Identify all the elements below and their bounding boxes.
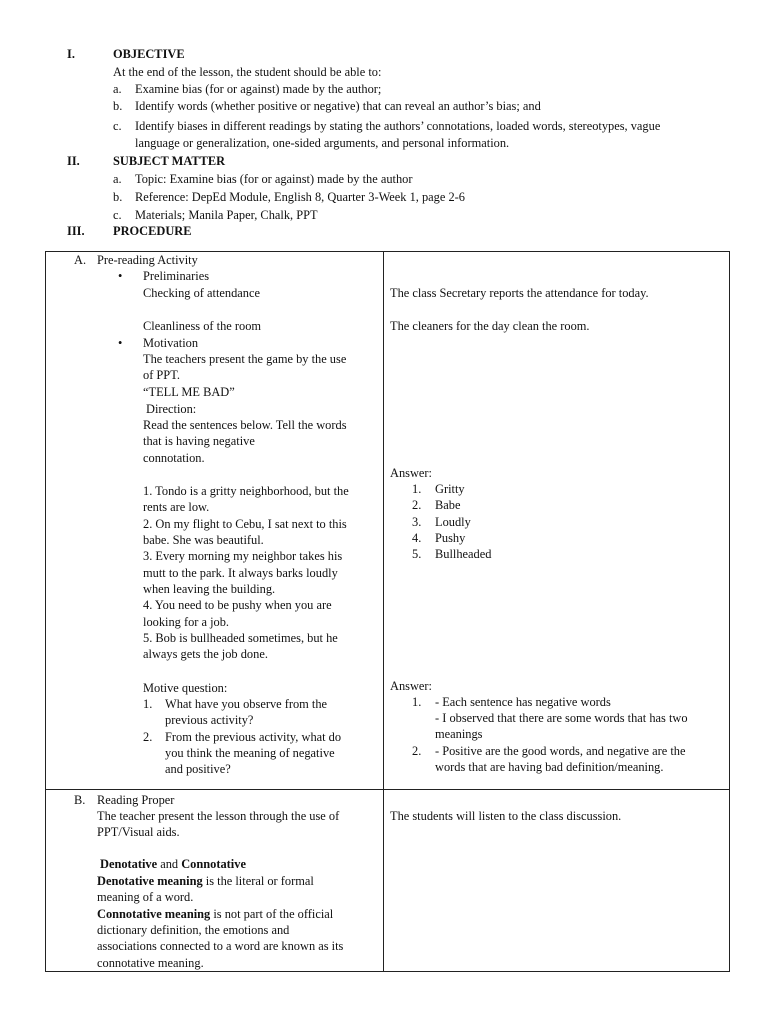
answer-number: 2. bbox=[412, 498, 422, 512]
sentence-line: when leaving the building. bbox=[143, 582, 276, 596]
denotation-heading bbox=[100, 856, 246, 872]
objective-heading: OBJECTIVE bbox=[113, 47, 185, 61]
motive-answer: - Each sentence has negative words bbox=[435, 695, 611, 709]
answer-number: 1. bbox=[412, 482, 422, 496]
objective-item-continuation: language or generalization, one-sided arguments, and personal information. bbox=[135, 136, 510, 150]
subject-numeral: II. bbox=[67, 154, 80, 168]
answer-word: Bullheaded bbox=[435, 547, 492, 561]
motive-question-label: Motive question: bbox=[143, 681, 228, 695]
procedure-numeral: III. bbox=[67, 224, 85, 238]
subject-heading: SUBJECT MATTER bbox=[113, 154, 226, 168]
objective-numeral: I. bbox=[67, 47, 75, 61]
sentence-line: babe. She was beautiful. bbox=[143, 533, 264, 547]
motive-question-number: 1. bbox=[143, 697, 153, 711]
connotative-definition-line: dictionary definition, the emotions and bbox=[97, 923, 290, 937]
subject-item-marker: b. bbox=[113, 190, 123, 204]
objective-item-marker: a. bbox=[113, 82, 122, 96]
row-divider bbox=[46, 789, 729, 790]
bullet-icon: • bbox=[118, 336, 123, 350]
motive-question: previous activity? bbox=[165, 713, 254, 727]
denotative-term: Denotative meaning bbox=[97, 874, 203, 888]
denotative-text: is the literal or formal bbox=[205, 874, 314, 888]
answer-word: Pushy bbox=[435, 531, 466, 545]
motive-question: and positive? bbox=[165, 762, 231, 776]
motive-answer: - Positive are the good words, and negative are the bbox=[435, 744, 686, 758]
attendance-response: The class Secretary reports the attendance for today. bbox=[390, 286, 649, 300]
preliminaries-label: Preliminaries bbox=[143, 269, 210, 283]
direction-line: connotation. bbox=[143, 451, 205, 465]
motive-question: you think the meaning of negative bbox=[165, 746, 335, 760]
connotative-definition-line: associations connected to a word are known as its bbox=[97, 939, 344, 953]
direction-line: that is having negative bbox=[143, 434, 255, 448]
motive-answer-number: 2. bbox=[412, 744, 422, 758]
objective-item: Identify words (whether positive or negative) that can reveal an author’s bias; and bbox=[135, 99, 541, 113]
section-b-title: Reading Proper bbox=[97, 793, 175, 807]
answer-number: 5. bbox=[412, 547, 422, 561]
denotative-definition-line: meaning of a word. bbox=[97, 890, 194, 904]
game-title: “TELL ME BAD” bbox=[143, 385, 235, 399]
answer-word: Gritty bbox=[435, 482, 465, 496]
answer-word: Babe bbox=[435, 498, 461, 512]
motive-question: What have you observe from the bbox=[165, 697, 328, 711]
sentence-line: 1. Tondo is a gritty neighborhood, but the bbox=[143, 484, 349, 498]
motive-answer: meanings bbox=[435, 727, 483, 741]
subject-item-marker: c. bbox=[113, 208, 122, 222]
section-a-title: Pre-reading Activity bbox=[97, 253, 198, 267]
sentence-line: 5. Bob is bullheaded sometimes, but he bbox=[143, 631, 338, 645]
section-a-marker: A. bbox=[74, 253, 87, 267]
motivation-line: The teachers present the game by the use bbox=[143, 352, 347, 366]
connotative-definition-line: connotative meaning. bbox=[97, 956, 204, 970]
sentence-line: always gets the job done. bbox=[143, 647, 268, 661]
motive-question-number: 2. bbox=[143, 730, 153, 744]
section-b-marker: B. bbox=[74, 793, 86, 807]
sentence-line: rents are low. bbox=[143, 500, 210, 514]
section-b-intro: PPT/Visual aids. bbox=[97, 825, 180, 839]
sentence-line: 4. You need to be pushy when you are bbox=[143, 598, 332, 612]
objective-item-marker: b. bbox=[113, 99, 123, 113]
cleanliness-label: Cleanliness of the room bbox=[143, 319, 262, 333]
answer-number: 4. bbox=[412, 531, 422, 545]
connotative-definition bbox=[97, 906, 333, 922]
denotative-word: Denotative bbox=[100, 857, 158, 871]
motivation-label: Motivation bbox=[143, 336, 199, 350]
objective-item: Identify biases in different readings by stating the authors’ connotations, loaded words, stereotypes, vague bbox=[135, 119, 661, 133]
direction-label: Direction: bbox=[146, 402, 197, 416]
motive-answer-number: 1. bbox=[412, 695, 422, 709]
connotative-word: Connotative bbox=[181, 857, 246, 871]
attendance-label: Checking of attendance bbox=[143, 286, 260, 300]
column-divider bbox=[383, 252, 384, 971]
answer-number: 3. bbox=[412, 515, 422, 529]
sentence-line: mutt to the park. It always barks loudly bbox=[143, 566, 338, 580]
subject-item: Reference: DepEd Module, English 8, Quarter 3-Week 1, page 2-6 bbox=[135, 190, 465, 204]
subject-item: Topic: Examine bias (for or against) made by the author bbox=[135, 172, 413, 186]
motive-answer-label: Answer: bbox=[390, 679, 432, 693]
sentence-line: looking for a job. bbox=[143, 615, 230, 629]
sentence-line: 3. Every morning my neighbor takes his bbox=[143, 549, 343, 563]
section-b-response: The students will listen to the class discussion. bbox=[390, 809, 622, 823]
connotative-term: Connotative meaning bbox=[97, 907, 211, 921]
motive-question: From the previous activity, what do bbox=[165, 730, 342, 744]
objective-item-marker: c. bbox=[113, 119, 122, 133]
motivation-line: of PPT. bbox=[143, 368, 180, 382]
subject-item: Materials; Manila Paper, Chalk, PPT bbox=[135, 208, 318, 222]
direction-line: Read the sentences below. Tell the words bbox=[143, 418, 347, 432]
answer-label: Answer: bbox=[390, 466, 432, 480]
section-b-intro: The teacher present the lesson through the use of bbox=[97, 809, 340, 823]
and-word: and bbox=[160, 857, 179, 871]
denotative-definition bbox=[97, 873, 314, 889]
answer-word: Loudly bbox=[435, 515, 471, 529]
objective-item: Examine bias (for or against) made by the author; bbox=[135, 82, 382, 96]
objective-intro: At the end of the lesson, the student should be able to: bbox=[113, 65, 382, 79]
sentence-line: 2. On my flight to Cebu, I sat next to this bbox=[143, 517, 347, 531]
bullet-icon: • bbox=[118, 269, 123, 283]
motive-answer: words that are having bad definition/meaning. bbox=[435, 760, 664, 774]
procedure-heading: PROCEDURE bbox=[113, 224, 192, 238]
motive-answer: - I observed that there are some words that has two bbox=[435, 711, 688, 725]
cleanliness-response: The cleaners for the day clean the room. bbox=[390, 319, 590, 333]
subject-item-marker: a. bbox=[113, 172, 122, 186]
connotative-text: is not part of the official bbox=[213, 907, 334, 921]
